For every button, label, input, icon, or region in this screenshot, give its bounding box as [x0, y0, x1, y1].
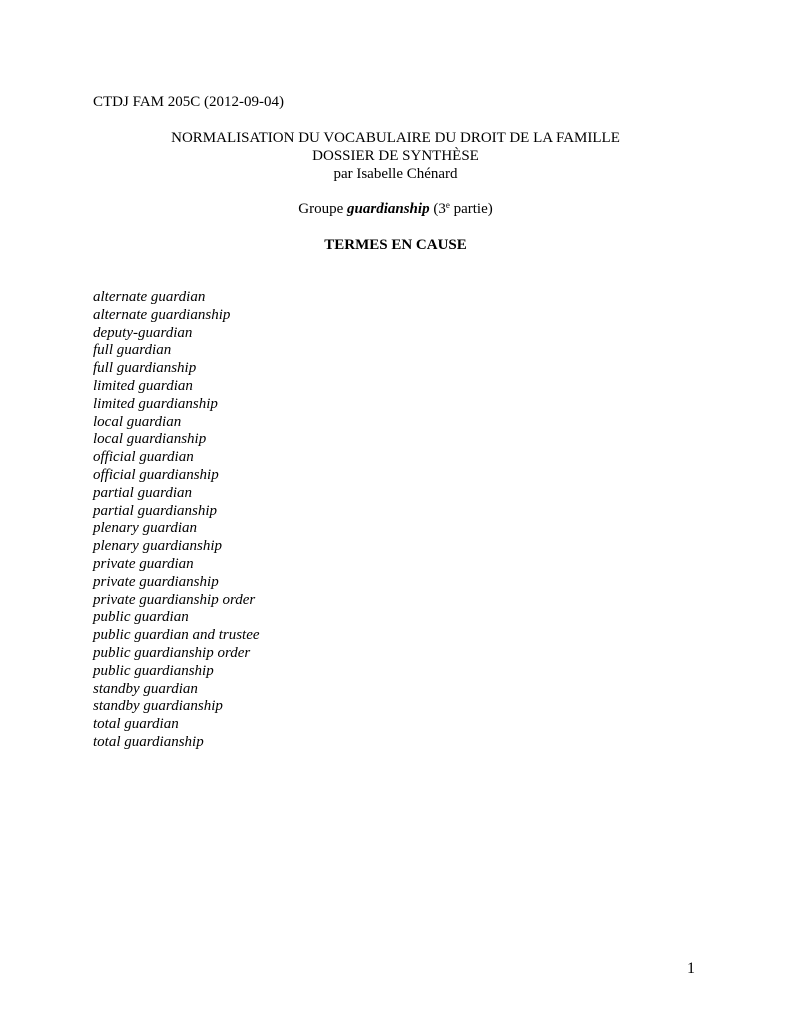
- section-heading: TERMES EN CAUSE: [324, 237, 467, 253]
- term-item: public guardian: [93, 609, 189, 626]
- term-item: local guardian: [93, 413, 182, 430]
- term-item: local guardianship: [93, 431, 207, 448]
- group-part-suffix: partie): [449, 201, 493, 217]
- term-item: public guardianship: [93, 662, 214, 679]
- page-number: 1: [687, 960, 695, 977]
- group-term: guardianship: [347, 201, 430, 217]
- document-author: par Isabelle Chénard: [333, 166, 458, 182]
- term-item: public guardianship order: [93, 644, 251, 661]
- term-item: standby guardianship: [93, 698, 223, 715]
- terms-list: [93, 289, 260, 752]
- term-item: limited guardianship: [93, 395, 218, 412]
- term-item: private guardian: [93, 555, 194, 572]
- group-prefix: Groupe: [298, 201, 348, 217]
- term-item: partial guardianship: [93, 502, 218, 519]
- group-part-superscript: e: [445, 200, 450, 210]
- term-item: alternate guardian: [93, 289, 206, 305]
- term-item: public guardian and trustee: [93, 627, 260, 644]
- term-item: official guardian: [93, 449, 194, 466]
- group-part-number: (3: [429, 201, 446, 217]
- term-item: plenary guardianship: [93, 538, 223, 555]
- document-title: NORMALISATION DU VOCABULAIRE DU DROIT DE LA FAMILLE: [171, 130, 620, 146]
- term-item: total guardian: [93, 716, 179, 733]
- term-item: private guardianship order: [93, 591, 256, 608]
- term-item: standby guardian: [93, 680, 198, 697]
- document-title-block: [0, 129, 791, 183]
- term-item: private guardianship: [93, 573, 219, 590]
- document-subtitle: DOSSIER DE SYNTHÈSE: [312, 148, 479, 164]
- term-item: official guardianship: [93, 466, 219, 483]
- term-item: deputy-guardian: [93, 324, 193, 341]
- document-reference: CTDJ FAM 205C (2012-09-04): [93, 94, 284, 110]
- term-item: limited guardian: [93, 377, 193, 394]
- term-item: total guardianship: [93, 733, 204, 750]
- term-item: full guardianship: [93, 360, 197, 377]
- group-line: [0, 200, 791, 218]
- term-item: plenary guardian: [93, 520, 198, 537]
- term-item: alternate guardianship: [93, 306, 231, 323]
- term-item: partial guardian: [93, 484, 193, 501]
- term-item: full guardian: [93, 342, 172, 359]
